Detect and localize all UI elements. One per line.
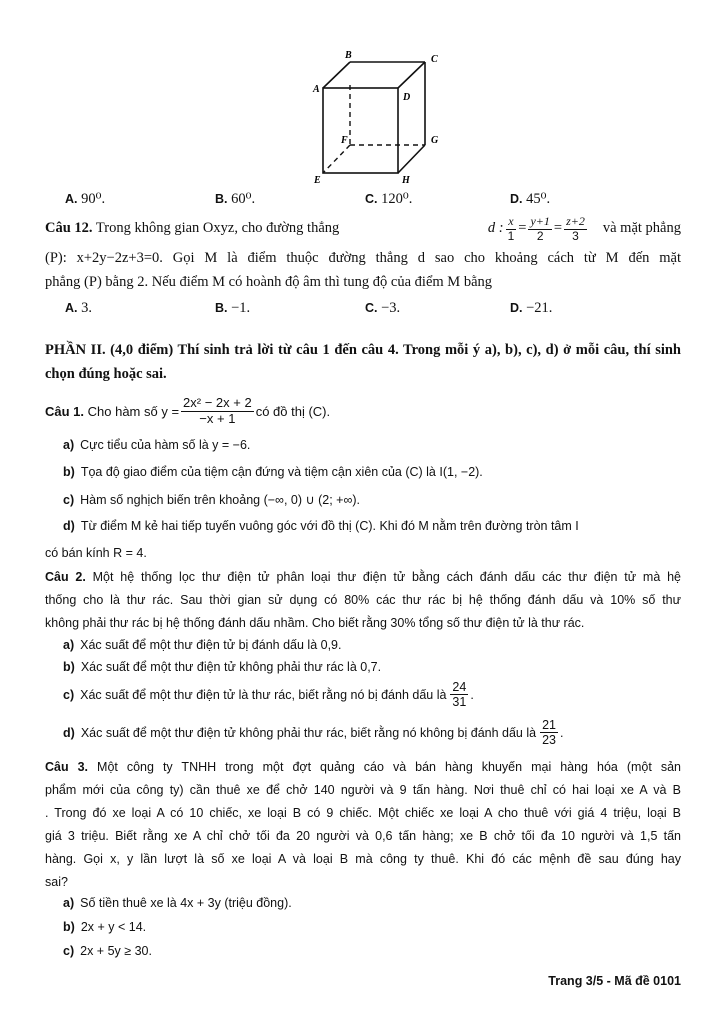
c1-item-a[interactable]: a) Cực tiểu của hàm số là y = −6.	[63, 438, 251, 452]
part2-heading: PHẦN II. (4,0 điểm) Thí sinh trả lời từ câu 1 đến câu 4. Trong mỗi ý a), b), c), d) ở mỗi câu, thí sinh	[45, 342, 681, 358]
vertex-label-h: H	[402, 175, 410, 185]
vertex-label-g: G	[431, 135, 439, 146]
c2-item-d[interactable]: d) Xác suất để một thư điện tử không phải thư rác, biết rằng nó không bị đánh dấu là $\frac{21}{23}$ .	[63, 718, 564, 748]
vertex-label-a: A	[313, 84, 320, 95]
page-footer: Trang 3/5 - Mã đề 0101	[548, 974, 681, 988]
vertex-label-c: C	[431, 54, 438, 65]
q12-line2: (P): x+2y−2z+3=0. Gọi M là điểm thuộc đường thẳng d sao cho khoảng cách từ M đến mặt	[45, 250, 681, 266]
part2-heading-line2: chọn đúng hoặc sai.	[45, 366, 167, 382]
c3-line6: sai?	[45, 875, 68, 889]
q12-option-d[interactable]: D. −21.	[510, 300, 553, 316]
q11-options	[65, 191, 585, 211]
q12-option-a[interactable]: A. 3.	[65, 300, 92, 316]
c1-item-d[interactable]: d) Từ điểm M kẻ hai tiếp tuyến vuông góc với đồ thị (C). Khi đó M nằm trên đường tròn tâm I	[63, 519, 579, 533]
c3-label: Câu 3.	[45, 760, 89, 774]
c2-line3: không phải thư rác bị hệ thống đánh dấu nhầm. Cho biết rằng 30% tổng số thư điện tử là thư rác.	[45, 616, 585, 630]
q11-option-c[interactable]: C. 120⁰.	[365, 191, 413, 207]
c3-line1: Câu 3. Một công ty TNHH trong một đợt quảng cáo và bán hàng khuyến mại hàng hóa (một sản	[45, 760, 681, 774]
q12-line1: Câu 12. Trong không gian Oxyz, cho đường thẳng d : $\frac{x}{1}$ = $\frac{y+1}{2}$ = $\frac{z+2}{3}$ và mặt phẳng	[45, 213, 681, 243]
c2-item-c[interactable]: c) Xác suất để một thư điện tử là thư rác, biết rằng nó bị đánh dấu là $\frac{24}{31}$ .	[63, 680, 474, 710]
c1-item-d-cont: có bán kính R = 4.	[45, 546, 147, 560]
c3-line3: . Trong đó xe loại A có 10 chiếc, xe loại B có 9 chiếc. Một chiếc xe loại A cho thuê với giá 4 triệu, loại B	[45, 806, 681, 820]
c2-item-b[interactable]: b) Xác suất để một thư điện tử không phải thư rác là 0,7.	[63, 660, 382, 674]
c2-label: Câu 2.	[45, 570, 86, 584]
q12-option-b[interactable]: B. −1.	[215, 300, 251, 316]
c3-item-b[interactable]: b) 2x + y < 14.	[63, 920, 147, 934]
q12-line3: phẳng (P) bằng 2. Nếu điểm M có hoành độ âm thì tung độ của điểm M bằng	[45, 274, 493, 290]
c3-item-a[interactable]: a) Số tiền thuê xe là 4x + 3y (triệu đồng).	[63, 896, 292, 910]
c2-line2: thống cho là thư rác. Sau thời gian sử dụng có 80% các thư rác bị hệ thống đánh dấu và 10% số thư	[45, 593, 681, 607]
c3-line4: giá 3 triệu. Biết rằng xe A chỉ chở tối đa 20 người và 0,6 tấn hàng; xe B chở tối đa 10 người và 1,5 tấn	[45, 829, 681, 843]
q12-options	[65, 300, 585, 320]
c3-line2: phẩm mới của công ty) cần thuê xe để chở 140 người và 9 tấn hàng. Nơi thuê chỉ có hai loại xe A và B	[45, 783, 681, 797]
c3-item-c[interactable]: c) 2x + 5y ≥ 30.	[63, 944, 152, 958]
c1-label: Câu 1.	[45, 403, 85, 419]
c3-line5: hàng. Gọi x, y lần lượt là số xe loại A và loại B mà công ty thuê. Khi đó các mệnh đề sau đúng hay	[45, 852, 681, 866]
c2-item-a[interactable]: a) Xác suất để một thư điện tử bị đánh dấu là 0,9.	[63, 638, 342, 652]
q11-option-d[interactable]: D. 45⁰.	[510, 191, 551, 207]
c1-item-b[interactable]: b) Tọa độ giao điểm của tiệm cận đứng và tiệm cận xiên của (C) là I(1, −2).	[63, 465, 483, 479]
q12-option-c[interactable]: C. −3.	[365, 300, 401, 316]
vertex-label-d: D	[403, 92, 411, 103]
cube-figure	[305, 50, 455, 185]
c1-stem: Câu 1. Cho hàm số y = $\frac{\text{2x² − 2x + 2}}{-x + 1}$ có đồ thị (C).	[45, 395, 331, 426]
vertex-label-e: E	[314, 175, 321, 185]
q11-option-a[interactable]: A. 90⁰.	[65, 191, 106, 207]
vertex-label-b: B	[345, 50, 352, 61]
vertex-label-f: F	[341, 135, 348, 146]
c1-item-c[interactable]: c) Hàm số nghịch biến trên khoảng (−∞, 0) ∪ (2; +∞).	[63, 493, 361, 507]
c2-line1: Câu 2. Một hệ thống lọc thư điện tử phân loại thư điện tử bằng cách đánh dấu các thư điện tử mà hệ	[45, 570, 681, 584]
q11-option-b[interactable]: B. 60⁰.	[215, 191, 256, 207]
q12-label: Câu 12.	[45, 220, 93, 237]
